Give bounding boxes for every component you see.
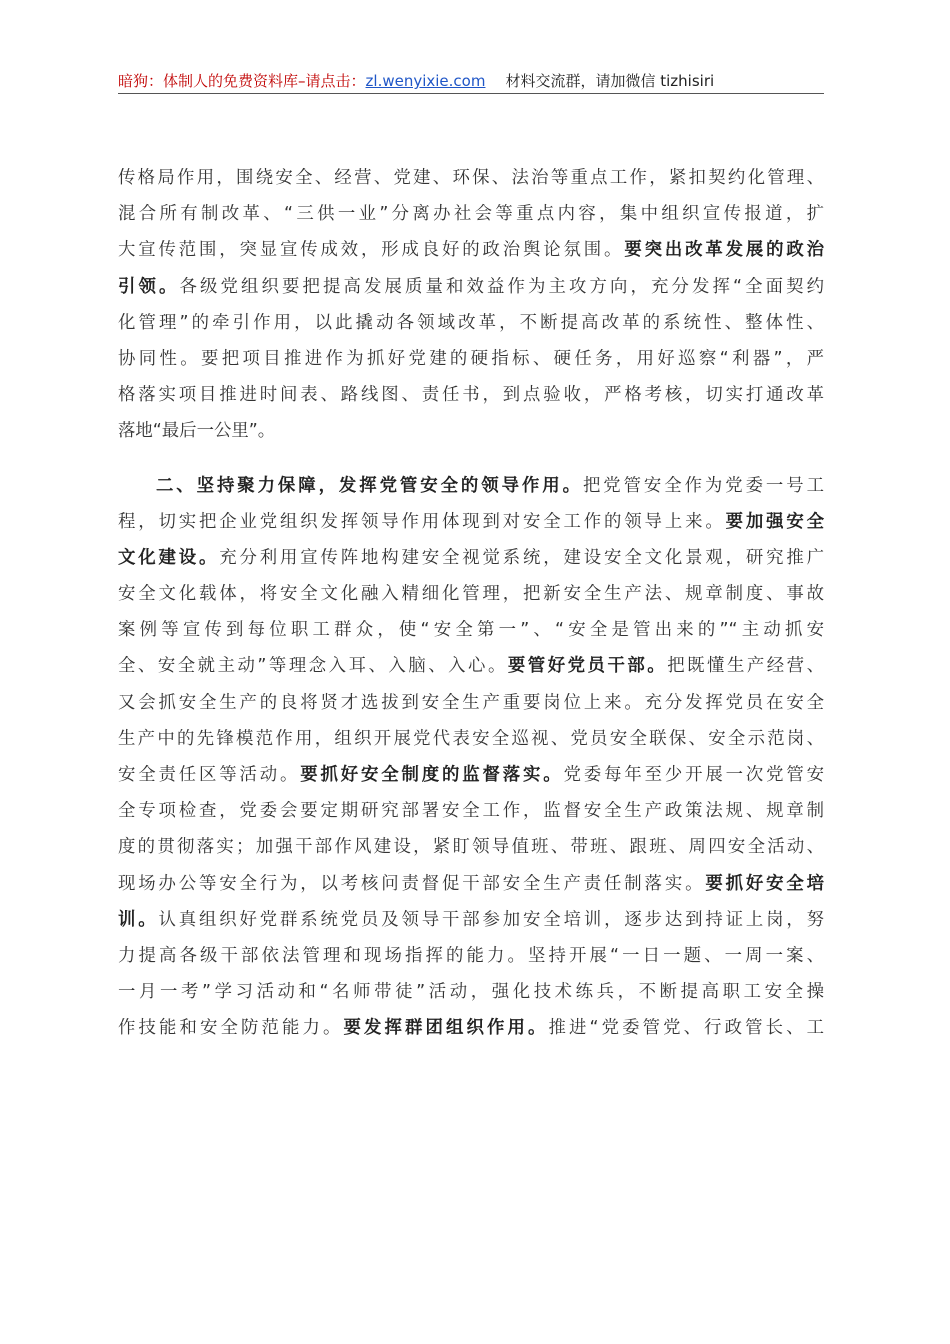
text-line: 力提高各级干部依法管理和现场指挥的能力。坚持开展“一日一题、一周一案、 <box>118 945 824 966</box>
text-line: 传格局作用，围绕安全、经营、党建、环保、法治等重点工作，紧扣契约化管理、 <box>118 168 824 188</box>
text-line: 格落实项目推进时间表、路线图、责任书，到点验收，严格考核，切实打通改革 <box>118 385 824 406</box>
text-line: 生产中的先锋模范作用，组织开展党代表安全巡视、党员安全联保、安全示范岗、 <box>118 728 824 749</box>
text-run: 全、安全就主动”等理念入耳、入脑、入心。 <box>118 656 508 677</box>
bold-heading: 引领。 <box>118 276 180 297</box>
header-link[interactable]: zl.wenyixie.com <box>365 72 486 90</box>
bold-heading: 文化建设。 <box>118 547 220 568</box>
bold-heading: 要抓好安全制度的监督落实。 <box>300 765 564 785</box>
bold-heading: 要加强安全 <box>725 511 824 532</box>
header-divider <box>118 93 824 94</box>
text-line <box>118 757 824 793</box>
text-line <box>118 866 824 902</box>
paragraph-1 <box>118 160 824 450</box>
text-line <box>118 648 824 684</box>
text-line: 案例等宣传到每位职工群众，使“安全第一”、“安全是管出来的”“主动抓安 <box>118 620 824 641</box>
text-run: 把党管安全作为党委一号工 <box>582 475 824 496</box>
page-header <box>118 70 824 92</box>
text-line <box>118 540 824 576</box>
text-run: 各级党组织要把提高发展质量和效益作为主攻方向，充分发挥“全面契约 <box>179 276 824 297</box>
text-run: 大宣传范围，突显宣传成效，形成良好的政治舆论氛围。 <box>118 240 625 261</box>
text-line: 全专项检查，党委会要定期研究部署安全工作，监督安全生产政策法规、规章制 <box>118 801 824 822</box>
header-wechat: 材料交流群，请加微信 tizhisiri <box>505 72 715 90</box>
paragraph-2 <box>118 468 824 1047</box>
document-body <box>118 160 824 1047</box>
text-run: 作技能和安全防范能力。 <box>118 1018 344 1039</box>
section-heading: 二、坚持聚力保障，发挥党管安全的领导作用。 <box>153 475 583 496</box>
bold-heading: 要突出改革发展的政治 <box>624 240 824 261</box>
text-line: 混合所有制改革、“三供一业”分离办社会等重点内容，集中组织宣传报道，扩 <box>118 204 824 225</box>
text-line <box>118 269 824 305</box>
bold-heading: 训。 <box>118 909 159 930</box>
text-run: 推进“党委管党、行政管长、工 <box>548 1018 824 1039</box>
text-line <box>118 468 824 504</box>
bold-heading: 要管好党员干部。 <box>507 656 668 677</box>
text-run: 党委每年至少开展一次党管安 <box>563 765 824 785</box>
text-line: 一月一考”学习活动和“名师带徒”活动，强化技术练兵，不断提高职工安全操 <box>118 982 824 1003</box>
text-line: 落地“最后一公里”。 <box>118 421 276 442</box>
text-line <box>118 1010 824 1046</box>
header-click-prompt: –请点击： <box>298 72 366 90</box>
text-run: 认真组织好党群系统党员及领导干部参加安全培训，逐步达到持证上岗，努 <box>158 909 824 930</box>
text-line: 度的贯彻落实；加强干部作风建设，紧盯领导值班、带班、跟班、周四安全活动、 <box>118 837 824 858</box>
text-run: 现场办公等安全行为，以考核问责督促干部安全生产责任制落实。 <box>118 873 706 894</box>
bold-heading: 要发挥群团组织作用。 <box>343 1018 549 1039</box>
text-run: 把既懂生产经营、 <box>667 656 824 677</box>
header-brand: 暗狗：体制人的免费资料库 <box>118 72 299 90</box>
bold-heading: 要抓好安全培 <box>705 873 824 894</box>
text-line: 又会抓安全生产的良将贤才选拔到安全生产重要岗位上来。充分发挥党员在安全 <box>118 692 824 713</box>
text-line <box>118 232 824 268</box>
text-run: 充分利用宣传阵地构建安全视觉系统，建设安全文化景观，研究推广 <box>219 547 824 568</box>
text-line: 化管理”的牵引作用，以此撬动各领域改革，不断提高改革的系统性、整体性、 <box>118 312 824 333</box>
text-line <box>118 902 824 938</box>
text-line: 安全文化载体，将安全文化融入精细化管理，把新安全生产法、规章制度、事故 <box>118 584 824 605</box>
text-run: 程，切实把企业党组织发挥领导作用体现到对安全工作的领导上来。 <box>118 511 726 532</box>
text-run: 安全责任区等活动。 <box>118 765 301 785</box>
text-line: 协同性。要把项目推进作为抓好党建的硬指标、硬任务，用好巡察“利器”，严 <box>118 348 824 369</box>
text-line <box>118 504 824 540</box>
